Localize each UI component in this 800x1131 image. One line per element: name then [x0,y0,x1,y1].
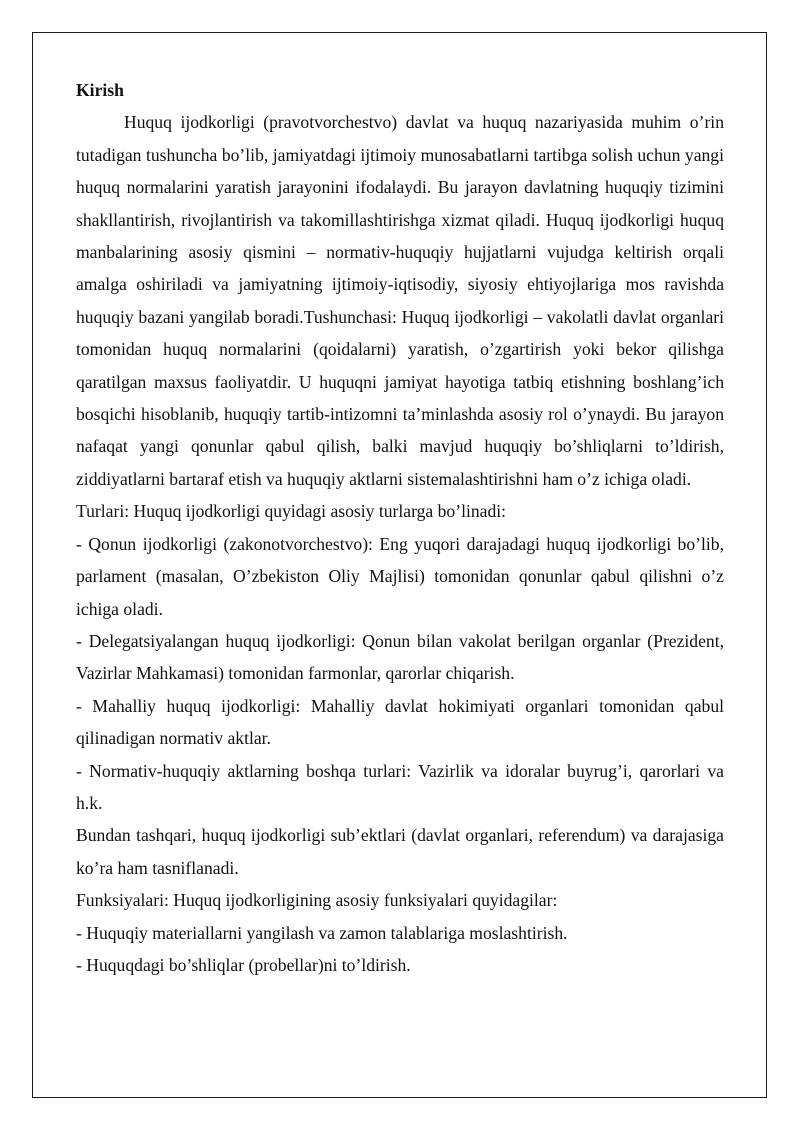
list-item-law-making: - Qonun ijodkorligi (zakonotvorchestvo): Eng yuqori darajadagi huquq ijodkorligi bo’lib, parlament (masalan, O’zbekiston Oliy Majlisi) tomonidan qonunlar qabul qilishni o’z ichiga oladi. [76,533,724,619]
types-intro-line: Turlari: Huquq ijodkorligi quyidagi asosiy turlarga bo’linadi: [76,501,507,522]
intro-paragraph: Huquq ijodkorligi (pravotvorchestvo) davlat va huquq nazariyasida muhim o’rin tutadigan tushuncha bo’lib, jamiyatdagi ijtimoiy munosabatlarni tartibga solish uchun yangi huquq normalarini yaratish jarayonini ifodalaydi. Bu jarayon davlatning huquqiy tizimini shakllantirish, rivojlantirish va takomillashtirishga xizmat qiladi. Huquq ijodkorligi huquq manbalarining asosiy qismini – normativ-huquqiy hujjatlarni vujudga keltirish orqali amalga oshiriladi va jamiyatning ijtimoiy-iqtisodiy, siyosiy ehtiyojlariga mos ravishda huquqiy bazani yangilab boradi.Tushunchasi: Huquq ijodkorligi – vakolatli davlat organlari tomonidan huquq normalarini (qoidalarni) yaratish, o’zgartirish yoki bekor qilishga qaratilgan maxsus faoliyatdir. U huquqni jamiyat hayotiga tatbiq etishning boshlang’ich bosqichi hisoblanib, huquqiy tartib-intizomni ta’minlashda asosiy rol o’ynaydi. Bu jarayon nafaqat yangi qonunlar qabul qilish, balki mavjud huquqiy bo’shliqlarni to’ldirish, ziddiyatlarni bartaraf etish va huquqiy aktlarni sistemalashtirishni ham o’z ichiga oladi. [76,112,724,489]
section-heading: Kirish [76,80,124,100]
list-item-local: - Mahalliy huquq ijodkorligi: Mahalliy davlat hokimiyati organlari tomonidan qabul qilinadigan normativ aktlar. [76,695,724,749]
functions-intro-line: Funksiyalari: Huquq ijodkorligining asosiy funksiyalari quyidagilar: [76,890,558,911]
classification-paragraph: Bundan tashqari, huquq ijodkorligi sub’ektlari (davlat organlari, referendum) va darajasiga ko’ra ham tasniflanadi. [76,825,724,878]
document-body [76,74,724,981]
list-item-function-gaps: - Huquqdagi bo’shliqlar (probellar)ni to’ldirish. [76,954,411,975]
list-item-other-acts: - Normativ-huquqiy aktlarning boshqa turlari: Vazirlik va idoralar buyrug’i, qarorlari va h.k. [76,760,724,813]
list-item-delegated: - Delegatsiyalangan huquq ijodkorligi: Qonun bilan vakolat berilgan organlar (Prezident, Vazirlar Mahkamasi) tomonidan farmonlar, qarorlar chiqarish. [76,630,724,684]
list-item-function-update: - Huquqiy materiallarni yangilash va zamon talablariga moslashtirish. [76,922,568,943]
